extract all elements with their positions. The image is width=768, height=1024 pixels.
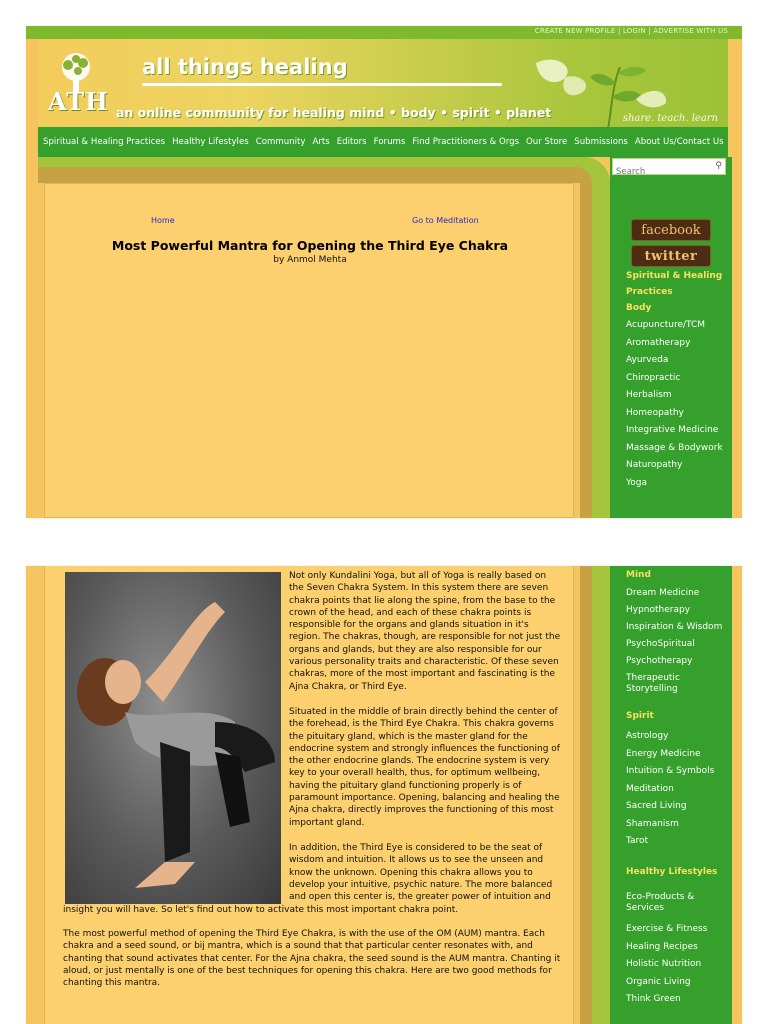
sidebar-item-healing-recipes[interactable]: Healing Recipes [626,941,698,952]
content-frame-inner [38,167,592,183]
top-links[interactable]: CREATE NEW PROFILE | LOGIN | ADVERTISE WITH US [534,27,728,35]
paragraph-3-continued: insight you will have. So let's find out how to activate this most important chakra point. [63,905,459,915]
sidebar-item-think-green[interactable]: Think Green [626,994,681,1004]
paragraph-3: In addition, the Third Eye is considered to be the seat of wisdom and intuition. It allows us to see the unseen and know the unknown. Opening this chakra allows you to develop your intuitive, psychic nature. The more balanced and open this center is, the greater power of intuition and [289,843,553,903]
yoga-pose-photo [65,572,281,904]
facebook-button[interactable]: facebook [631,219,711,241]
article-title: Most Powerful Mantra for Opening the Third Eye Chakra [111,238,509,253]
sidebar-item-intuition-symbols[interactable]: Intuition & Symbols [626,766,715,776]
sidebar-item-acupuncture[interactable]: Acupuncture/TCM [626,320,706,330]
twitter-button[interactable]: twitter [631,245,711,267]
search-field[interactable] [612,158,726,175]
sidebar-item-meditation[interactable]: Meditation [626,783,674,794]
sidebar-label-body: Body [626,303,652,313]
sidebar-item-chiropractic[interactable]: Chiropractic [626,372,681,383]
sidebar-item-integrative-medicine[interactable]: Integrative Medicine [626,425,719,435]
sidebar-item-ayurveda[interactable]: Ayurveda [626,355,669,365]
sidebar-item-inspiration-wisdom[interactable]: Inspiration & Wisdom [626,622,723,632]
sidebar-item-psychotherapy[interactable]: Psychotherapy [626,656,693,666]
sidebar-item-sacred-living[interactable]: Sacred Living [626,801,687,811]
sidebar-item-psychospiritual[interactable]: PsychoSpiritual [626,639,695,649]
content-frame-side-inner [580,183,592,518]
sidebar-item-therapeutic-storytelling[interactable]: Therapeutic Storytelling [626,673,680,694]
sidebar-item-yoga[interactable]: Yoga [626,477,648,488]
sidebar-heading-healthy-lifestyles[interactable]: Healthy Lifestyles [626,867,718,877]
nav-forums[interactable]: Forums [373,137,406,147]
sidebar-label-mind: Mind [626,570,651,580]
site-tagline: an online community for healing mind • body • spirit • planet [116,105,552,120]
nav-about-contact[interactable]: About Us/Contact Us [634,137,724,147]
sidebar-item-dream-medicine[interactable]: Dream Medicine [626,588,700,598]
sidebar-item-energy-medicine[interactable]: Energy Medicine [626,748,701,759]
breadcrumb-home-link[interactable]: Home [151,216,175,225]
sidebar-item-homeopathy[interactable]: Homeopathy [626,407,684,418]
sidebar-item-astrology[interactable]: Astrology [626,731,669,741]
sidebar-item-massage-bodywork[interactable]: Massage & Bodywork [626,442,723,453]
page-two [26,566,742,1024]
nav-community[interactable]: Community [255,137,306,147]
sidebar-item-eco-products[interactable]: Eco-Products & Services [626,892,695,913]
nav-find-practitioners[interactable]: Find Practitioners & Orgs [412,137,520,147]
sidebar-item-naturopathy[interactable]: Naturopathy [626,460,683,470]
nav-editors[interactable]: Editors [336,137,367,147]
site-title[interactable]: all things healing [142,55,348,79]
nav-arts[interactable]: Arts [312,137,330,147]
sidebar-item-holistic-nutrition[interactable]: Holistic Nutrition [626,959,702,969]
sidebar-item-aromatherapy[interactable]: Aromatherapy [626,337,691,348]
sidebar-section-mind [626,570,730,1012]
content-frame-side-inner [580,566,592,1024]
sidebar-item-herbalism[interactable]: Herbalism [626,390,672,400]
paragraph-1: Not only Kundalini Yoga, but all of Yoga is really based on the Seven Chakra System. In this system there are seven chakra points that lie along the spine, from the base to the crown of the head, and each of these chakra points is responsible for the organs and glands situation in it's region. The chakras, though, are responsible for not just the organs and glands, but they are also responsible for our various personality traits and characteristic. Of these seven chakras, more of the most important and fascinating is the Ajna Chakra, or Third Eye. [289,571,561,692]
sidebar-item-exercise-fitness[interactable]: Exercise & Fitness [626,924,708,934]
yoga-figure-image [65,572,281,904]
article-byline: by Anmol Mehta [273,255,347,265]
site-motto: share. teach. learn [622,113,718,124]
logo-mark[interactable]: ATH [48,87,109,116]
sidebar-heading-spiritual[interactable]: Spiritual & Healing Practices [626,271,723,297]
article-area [44,183,574,518]
breadcrumb-goto-link[interactable]: Go to Meditation [412,216,479,225]
nav-our-store[interactable]: Our Store [526,137,568,147]
search-icon[interactable]: ⚲ [715,161,722,171]
page-one [26,26,742,518]
main-nav [38,127,728,157]
title-divider [142,83,502,86]
nav-submissions[interactable]: Submissions [574,137,628,147]
paragraph-4: The most powerful method of opening the Third Eye Chakra, is with the use of the OM (AUM) mantra. Each chakra and a seed sound, or bij mantra, which is a sound that that particular center resonates with, and chanting that sound activates that center. For the Ajna chakra, the seed sound is the AUM mantra. Chanting it aloud, or just mentally is one of the best techniques for opening this chakra. Here are two good methods for chanting this mantra. [63,929,561,989]
sidebar-item-organic-living[interactable]: Organic Living [626,976,691,987]
sidebar-item-hypnotherapy[interactable]: Hypnotherapy [626,605,691,615]
sidebar-item-shamanism[interactable]: Shamanism [626,818,679,829]
sidebar-item-tarot[interactable]: Tarot [626,836,649,846]
top-bar [26,26,742,39]
article-body [44,566,574,1024]
sidebar-label-spirit: Spirit [626,711,654,721]
search-input[interactable] [613,165,715,179]
nav-spiritual-healing-practices[interactable]: Spiritual & Healing Practices [43,137,166,147]
paragraph-2: Situated in the middle of brain directly behind the center of the forehead, is the Third Eye Chakra. This chakra governs the pituitary gland, which is the master gland for the endocrine system and strongly influences the functioning of the other endocrine glands. The endocrine system is very key to your overall health, thus, for optimum wellbeing, having the pituitary gland functioning properly is of paramount importance. Opening, balancing and healing the Ajna chakra, directly improves the functioning of this most important gland. [289,707,560,828]
nav-healthy-lifestyles[interactable]: Healthy Lifestyles [172,137,249,147]
sidebar-section-practices [626,269,730,495]
site-banner [38,39,728,127]
